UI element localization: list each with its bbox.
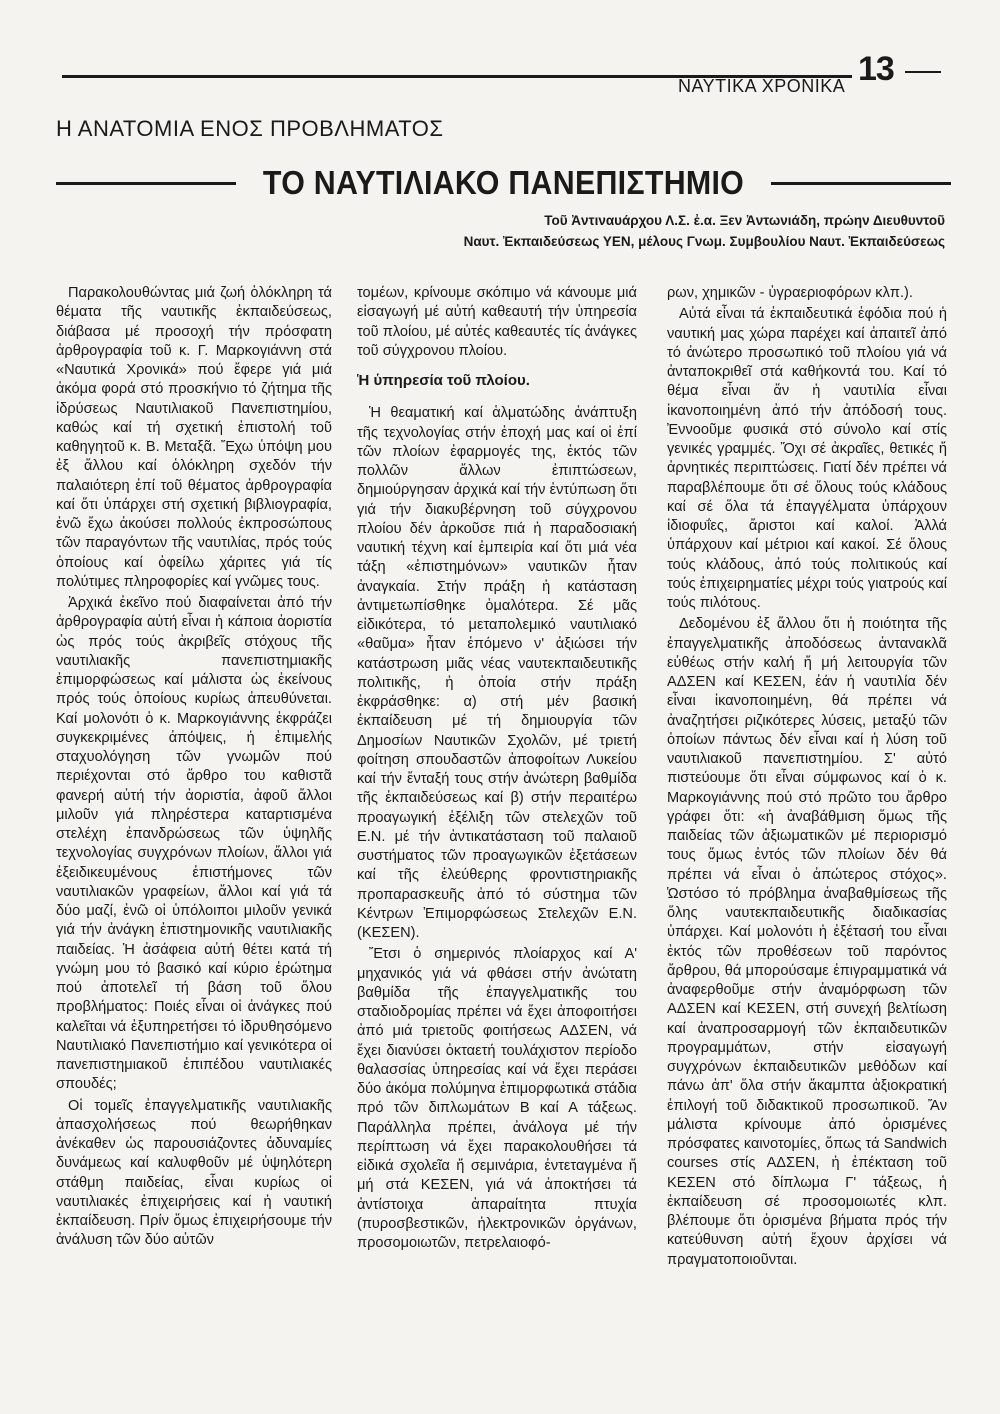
paragraph: ρων, χημικῶν - ὑγραεριοφόρων κλπ.). — [667, 285, 913, 301]
byline-line-2: Ναυτ. Ἐκπαιδεύσεως ΥΕΝ, μέλους Γνωμ. Συμβουλίου Ναυτ. Ἐκπαιδεύσεως — [463, 234, 945, 249]
paragraph: Οἱ τομεῖς ἐπαγγελματικῆς ναυτιλιακῆς ἀπασχολήσεως πού θεωρήθηκαν ἀνέκαθεν ὡς παρουσιάζοντες ἀδυναμίες δυνάμεως καί καλυφθοῦν μέ ὑψηλότερη στάθμη παιδείας, εἶναι κυρίως οἱ ναυτιλιακές ἐπιχειρήσεις καί ἡ ναυτική ἐκπαίδευση. Πρίν ὅμως ἐπιχειρήσουμε τήν ἀνάλυση τῶν δύο αὐτῶν — [56, 1097, 332, 1249]
column-3 — [667, 284, 947, 1270]
paragraph: Παρακολουθώντας μιά ζωή ὁλόκληρη τά θέματα τῆς ναυτικῆς ἐκπαιδεύσεως, διάβασα μέ προσοχή τήν πρόσφατη ἀρθρογραφία τοῦ κ. Γ. Μαρκογιάννη στά «Ναυτικά Χρονικά» πού ἔφερε γιά μιά ἀκόμα φορά στό προσκήνιο τό ζήτημα τῆς ἱδρύσεως Ναυτιλιακοῦ Πανεπιστημίου, καθώς καί τή σχετική ἐπιστολή τοῦ καθηγητοῦ κ. Β. Μεταξᾶ. Ἔχω ὑπόψη μου ἐξ ἄλλου καί ὁλόκληρη σχεδόν τήν παλαιότερη ἐπί τοῦ θέματος ἀρθρογραφία καί ὅτι ὑπάρχει στή σχετική βιβλιογραφία, ἐνῶ ἔχω ἀκούσει πολλούς ἐκπροσώπους τῶν παραγόντων τῆς ναυτιλίας, πρός τούς ὁποίους καί ὀφείλω χάριτες γιά τίς πολύτιμες πληροφορίες καί γνῶμες τους. — [56, 285, 332, 590]
title-row — [56, 164, 951, 202]
paragraph: Αὐτά εἶναι τά ἐκπαιδευτικά ἐφόδια πού ἡ ναυτική μας χώρα παρέχει καί ἀπαιτεῖ ἀπό τό ἀνώτερο προσωπικό τοῦ πλοίου γιά νά ἀνταποκριθεῖ στά καθήκοντά του. Καί τό θέμα εἶναι ἄν ἡ ναυτιλία εἶναι ἱκανοποιημένη ἀπό τήν ἀπόδοσή τους. Ἐννοοῦμε φυσικά στό σύνολο καί στίς γενικές γραμμές. Ὄχι σέ ἀκραῖες, θετικές ἤ ἀρνητικές περιπτώσεις. Γιατί δέν πρέπει νά παραβλέπουμε ὅτι σέ ὅλους τούς κλάδους καί σέ ὅλα τά ἐπαγγέλματα ὑπάρχουν ἰδιοφυΐες, ἄριστοι καί καλοί. Ἀλλά ὑπάρχουν καί μέτριοι καί κακοί. Σέ ὅλους τούς κλάδους, ἀπό τούς πολιτικούς καί τούς ἐπιχειρηματίες μέχρι τούς γιατρούς καί τούς πιλότους. — [667, 306, 947, 611]
article-title: ΤΟ ΝΑΥΤΙΛΙΑΚΟ ΠΑΝΕΠΙΣΤΗΜΙΟ — [262, 164, 745, 201]
paragraph: Ἔτσι ὁ σημερινός πλοίαρχος καί Α' μηχανικός γιά νά φθάσει στήν ἀνώτατη βαθμίδα τῆς ἐπαγγελματικῆς του σταδιοδρομίας πρέπει νά ἔχει ἀποφοιτήσει ἀπό μιά τριετοῦς φοιτήσεως ΑΔΣΕΝ, νά ἔχει διανύσει ὀκταετή τουλάχιστον περίοδο θαλασσίας ὑπηρεσίας καί νά ἔχει περάσει δύο ἀκόμα πολύμηνα ἐπιμορφωτικά στάδια πρό τῶν διπλωμάτων Β καί Α τάξεως. Παράλληλα πρέπει, ἀνάλογα μέ τήν περίπτωση νά ἔχει παρακολουθήσει τά εἰδικά σχολεῖα ἤ σεμινάρια, ἐντεταγμένα ἤ μή στά ΚΕΣΕΝ, γιά νά ἀποκτήσει τά ἀντίστοιχα ἀπαραίτητα πτυχία (πυροσβεστικῶν, ἠλεκτρονικῶν ὀργάνων, προσομοιωτῶν, πετρελαιοφό- — [357, 946, 637, 1251]
series-heading: Η ΑΝΑΤΟΜΙΑ ΕΝΟΣ ΠΡΟΒΛΗΜΑΤΟΣ — [56, 116, 444, 141]
paragraph: Ἀρχικά ἐκεῖνο πού διαφαίνεται ἀπό τήν ἀρθρογραφία αὐτή εἶναι ἡ κάποια ἀοριστία ὡς πρός τούς ἀκριβεῖς στόχους τῆς ναυτιλιακῆς πανεπιστημιακῆς ἐπιμορφώσεως καί μάλιστα ὡς ἐκείνους πρός τούς ὁποίους κυρίως ἀπευθύνεται. Καί μολονότι ὁ κ. Μαρκογιάννης ἐκφράζει συγκεκριμένες ἀπόψεις, ἡ ἐπιμελής σταχυολόγηση τῶν γνωμῶν πού περιέχονται στό ἄρθρο του καθιστᾶ φανερή αὐτή τήν ἀοριστία, ἀφοῦ ἄλλοι μιλοῦν γιά πληρέστερα καταρτισμένα στελέχη ἐπανδρώσεως τῶν ὑψηλῆς τεχνολογίας συγχρόνων πλοίων, ἄλλοι γιά ἐξειδικευμένους ἐπιστήμονες τῶν ναυτιλιακῶν γραφείων, ἄλλοι καί γιά τά δύο μαζί, ἐνῶ οἱ ὑπόλοιποι μιλοῦν γενικά γιά τήν ἀνάγκη ἐπιστημονικῆς ναυτιλιακῆς παιδείας. Ἡ ἀσάφεια αὐτή θέτει κατά τή γνώμη μου τό βασικό καί κύριο ἐρώτημα πού ἀποτελεῖ τή βάση τοῦ ὅλου προβλήματος: Ποιές εἶναι οἱ ἀνάγκες πού καλεῖται νά ἐξυπηρετήσει τό ἱδρυθησόμενο Ναυτιλιακό Πανεπιστήμιο καί γενικότερα οἱ πανεπιστημιακοῦ ἐπιπέδου ναυτιλιακές σπουδές; — [56, 595, 332, 1093]
paragraph: τομέων, κρίνουμε σκόπιμο νά κάνουμε μιά εἰσαγωγή μέ αὐτή καθεαυτή τήν ὑπηρεσία τοῦ πλοίου, μέ αὐτές καθεαυτές τίς ἀνάγκες τοῦ σύγχρονου πλοίου. — [357, 285, 637, 359]
paragraph: Δεδομένου ἐξ ἄλλου ὅτι ἡ ποιότητα τῆς ἐπαγγελματικῆς ἀποδόσεως ἀντανακλᾶ εὐθέως στήν καλή ἤ μή λειτουργία τῶν ΑΔΣΕΝ καί ΚΕΣΕΝ, ἐάν ἡ ναυτιλία δέν εἶναι ἱκανοποιημένη, θά πρέπει νά ἀναζητήσει ριζικότερες λύσεις, μεταξύ τῶν ὁποίων πάντως δέν εἶναι καί ἡ λύση τοῦ ναυτιλιακοῦ πανεπιστημίου. Σ' αὐτό πιστεύουμε ὅτι εἶναι σύμφωνος καί ὁ κ. Μαρκογιάννης πού στό πρῶτο του ἄρθρο γράφει ὅτι: «ἡ ἀναβάθμιση ὅμως τῆς παιδείας τῶν ἀξιωματικῶν μέ περιορισμό τους ὅμως ἐντός τῶν πλοίων δέν θά πρέπει νά εἶναι ὁ ἀπώτερος στόχος». Ὡστόσο τό πρόβλημα ἀναβαθμίσεως τῆς ὅλης ναυτεκπαιδευτικῆς διαδικασίας ὑπάρχει. Καί μολονότι ἡ ἐξέτασή του εἶναι ἐκτός τῶν προθέσεων τοῦ παρόντος ἄρθρου, θά μπορούσαμε ἐπιγραμματικά νά ἀναφερθοῦμε στήν ἀναμόρφωση τῶν ΑΔΣΕΝ καί ΚΕΣΕΝ, στή συνεχή βελτίωση καί ἀναπροσαρμογή τῶν ἐκπαιδευτικῶν προγραμμάτων, στήν εἰσαγωγή συγχρόνων ἐκπαιδευτικῶν μεθόδων καί πάνω ἀπ' ὅλα στήν ἄκαμπτα ἀξιοκρατική ἐπιλογή τοῦ διδακτικοῦ προσωπικοῦ. Ἄν μάλιστα κρίνουμε ἀπό ὁρισμένες πρόσφατες καινοτομίες, ὅπως τά Sandwich courses στίς ΑΔΣΕΝ, ἡ ἐπέκταση τοῦ ΚΕΣΕΝ στό δίπλωμα Γ' τάξεως, ἡ ἐκπαίδευση σέ προσομοιωτές κλπ. βλέπουμε ὅτι ὁρισμένα βήματα πρός τήν κατεύθυνση αὐτή ἔχουν ἀρχίσει νά πραγματοποιοῦνται. — [667, 616, 947, 1268]
title-rule-right — [771, 182, 951, 185]
title-rule-left — [56, 182, 236, 185]
column-1 — [56, 284, 332, 1251]
byline-line-1: Τοῦ Ἀντιναυάρχου Λ.Σ. ἐ.α. Ξεν Ἀντωνιάδη, πρώην Διευθυντοῦ — [544, 213, 945, 228]
page-number: 13 — [858, 50, 894, 88]
byline — [225, 210, 945, 252]
paragraph: Ἡ θεαματική καί ἁλματώδης ἀνάπτυξη τῆς τεχνολογίας στήν ἐποχή μας καί οἱ ἐπί τῶν πλοίων ἐφαρμογές της, ἐκτός τῶν πολλῶν ἄλλων ἐπιπτώσεων, δημιούργησαν ἀρχικά καί τήν ἐντύπωση ὅτι γιά τήν διακυβέρνηση τοῦ σύγχρονου πλοίου δέν ἀρκοῦσε πιά ἡ παραδοσιακή ναυτική τέχνη καί ἐμπειρία καί ὅτι μιά νέα τάξη «ἐπιστημόνων» ναυτικῶν ἦταν ἀναγκαία. Στήν πράξη ἡ κατάσταση ἀντιμετωπίσθηκε ὁμαλότερα. Σέ μᾶς εἰδικότερα, τό μεταπολεμικό ναυτιλιακό «θαῦμα» ἦταν ἑπόμενο ν' ἀξιώσει τήν κατάστρωση μιᾶς νέας ναυτεκπαιδευτικῆς πολιτικῆς, ἡ ὁποία στήν πράξη ἐκφράσθηκε: α) στή μέν βασική ἐκπαίδευση μέ τή δημιουργία τῶν Δημοσίων Ναυτικῶν Σχολῶν, μέ τριετή φοίτηση σπουδαστῶν ἀποφοίτων Λυκείου καί τήν ἔνταξή τους στήν ἀνώτερη βαθμίδα τῆς ἐκπαιδεύσεως καί β) στήν περαιτέρω προαγωγική ἐξέλιξη τῶν στελεχῶν τοῦ Ε.Ν. μέ τήν ἀντικατάσταση τοῦ παλαιοῦ συστήματος τῶν προαγωγικῶν ἐξετάσεων καί τῆς ἐλεύθερης φροντιστηριακῆς προπαρασκευῆς ἀπό τό σύστημα τῶν Κέντρων Ἐπιμορφώσεως Στελεχῶν Ε.Ν. (ΚΕΣΕΝ). — [357, 405, 637, 941]
page-number-rule — [905, 71, 941, 73]
section-heading: Ἡ ὑπηρεσία τοῦ πλοίου. — [357, 372, 530, 389]
publication-name: ΝΑΥΤΙΚΑ ΧΡΟΝΙΚΑ — [678, 76, 846, 96]
column-2 — [357, 284, 637, 1253]
